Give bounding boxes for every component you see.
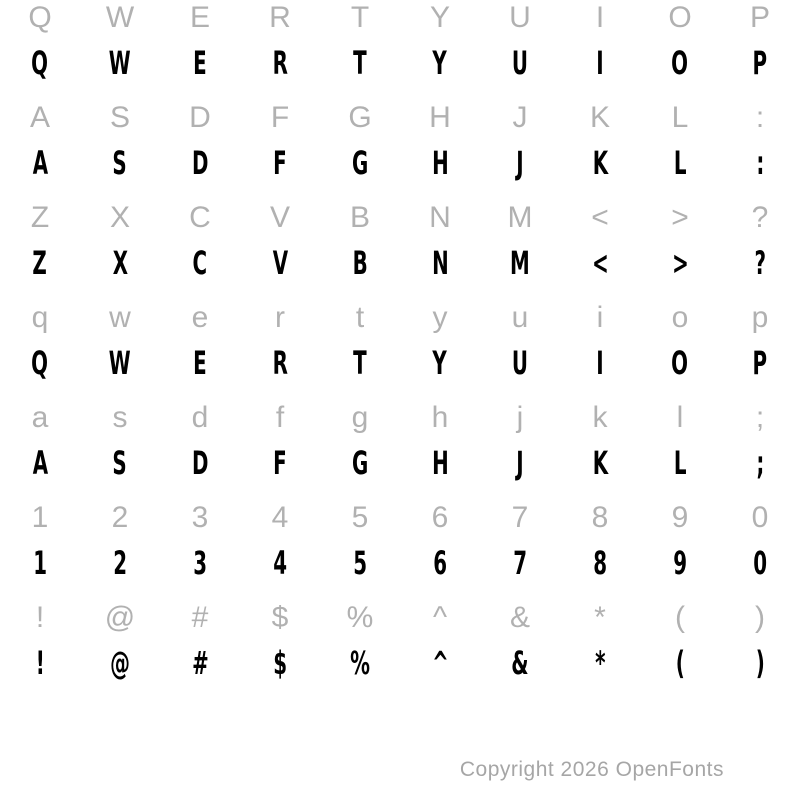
sample-glyph-char: S bbox=[112, 444, 128, 482]
sample-glyph bbox=[0, 644, 80, 700]
sample-glyph-char: R bbox=[272, 44, 288, 82]
sample-glyph-char: 1 bbox=[33, 544, 47, 582]
sample-glyph-char: I bbox=[596, 44, 604, 82]
sample-glyph bbox=[80, 544, 160, 600]
reference-glyph-char: W bbox=[105, 1, 135, 34]
sample-glyph-char: Y bbox=[432, 44, 448, 82]
sample-glyph bbox=[320, 444, 400, 500]
reference-glyph-char: h bbox=[431, 401, 449, 434]
sample-glyph-char: W bbox=[109, 344, 131, 382]
sample-glyph-char: I bbox=[596, 344, 604, 382]
reference-glyph-char: B bbox=[349, 201, 370, 234]
sample-glyph bbox=[640, 344, 720, 400]
reference-glyph bbox=[560, 500, 640, 544]
reference-glyph bbox=[240, 400, 320, 444]
reference-glyph bbox=[640, 300, 720, 344]
sample-glyph-char: T bbox=[353, 344, 367, 382]
sample-glyph bbox=[0, 44, 80, 100]
sample-glyph bbox=[400, 44, 480, 100]
reference-glyph-char: < bbox=[591, 201, 609, 234]
sample-glyph bbox=[320, 644, 400, 700]
sample-glyph-char: ( bbox=[675, 644, 685, 682]
sample-glyph bbox=[160, 644, 240, 700]
reference-glyph-char: y bbox=[432, 301, 448, 334]
reference-glyph bbox=[160, 300, 240, 344]
reference-glyph bbox=[560, 100, 640, 144]
sample-glyph bbox=[720, 144, 800, 200]
reference-glyph bbox=[640, 500, 720, 544]
reference-glyph-char: ) bbox=[755, 601, 765, 634]
sample-glyph bbox=[240, 444, 320, 500]
sample-glyph bbox=[160, 444, 240, 500]
reference-glyph-char: d bbox=[191, 401, 209, 434]
reference-glyph-char: 4 bbox=[271, 501, 289, 534]
reference-glyph-char: t bbox=[355, 301, 365, 334]
reference-glyph-char: i bbox=[596, 301, 604, 334]
reference-glyph bbox=[640, 200, 720, 244]
sample-glyph bbox=[560, 544, 640, 600]
sample-glyph-char: C bbox=[192, 244, 208, 282]
sample-glyph-char: : bbox=[756, 144, 764, 182]
sample-glyph bbox=[560, 244, 640, 300]
sample-glyph-row bbox=[0, 244, 800, 300]
reference-glyph bbox=[400, 100, 480, 144]
reference-glyph-char: ( bbox=[675, 601, 685, 634]
reference-glyph-char: j bbox=[516, 401, 524, 434]
reference-glyph bbox=[80, 400, 160, 444]
reference-glyph bbox=[0, 400, 80, 444]
reference-glyph-row bbox=[0, 0, 800, 44]
reference-glyph bbox=[400, 300, 480, 344]
reference-glyph bbox=[400, 500, 480, 544]
sample-glyph-char: B bbox=[352, 244, 368, 282]
sample-glyph-char: % bbox=[350, 644, 370, 682]
reference-glyph-char: w bbox=[109, 301, 131, 334]
reference-glyph bbox=[560, 400, 640, 444]
reference-glyph-char: U bbox=[509, 1, 531, 34]
sample-glyph bbox=[640, 44, 720, 100]
sample-glyph bbox=[160, 44, 240, 100]
reference-glyph-row bbox=[0, 500, 800, 544]
reference-glyph bbox=[320, 0, 400, 44]
reference-glyph-char: & bbox=[509, 601, 530, 634]
reference-glyph-char: Y bbox=[429, 1, 450, 34]
sample-glyph bbox=[400, 144, 480, 200]
sample-glyph-char: Z bbox=[32, 244, 48, 282]
reference-glyph bbox=[160, 500, 240, 544]
reference-glyph bbox=[80, 0, 160, 44]
reference-glyph-char: a bbox=[31, 401, 49, 434]
reference-glyph bbox=[0, 500, 80, 544]
reference-glyph bbox=[480, 600, 560, 644]
sample-glyph-char: N bbox=[431, 244, 449, 282]
sample-glyph bbox=[560, 444, 640, 500]
sample-glyph bbox=[400, 644, 480, 700]
sample-glyph-char: 6 bbox=[433, 544, 447, 582]
reference-glyph-char: G bbox=[348, 101, 372, 134]
reference-glyph bbox=[80, 600, 160, 644]
reference-glyph bbox=[640, 400, 720, 444]
sample-glyph bbox=[80, 44, 160, 100]
sample-glyph-char: P bbox=[752, 44, 768, 82]
reference-glyph bbox=[80, 200, 160, 244]
sample-glyph-char: ! bbox=[35, 644, 45, 682]
reference-glyph-char: 8 bbox=[591, 501, 609, 534]
reference-glyph bbox=[320, 400, 400, 444]
reference-glyph bbox=[560, 600, 640, 644]
sample-glyph-char: ; bbox=[756, 444, 764, 482]
sample-glyph-char: @ bbox=[110, 644, 130, 682]
reference-glyph bbox=[160, 200, 240, 244]
reference-glyph-char: * bbox=[594, 601, 606, 634]
sample-glyph-char: H bbox=[431, 144, 449, 182]
reference-glyph bbox=[240, 200, 320, 244]
sample-glyph bbox=[560, 644, 640, 700]
reference-glyph-char: p bbox=[751, 301, 769, 334]
sample-glyph bbox=[720, 44, 800, 100]
sample-glyph bbox=[480, 444, 560, 500]
sample-glyph bbox=[160, 144, 240, 200]
reference-glyph bbox=[240, 500, 320, 544]
sample-glyph-char: K bbox=[592, 444, 608, 482]
reference-glyph bbox=[240, 600, 320, 644]
sample-glyph-char: S bbox=[112, 144, 128, 182]
sample-glyph-char: ) bbox=[755, 644, 765, 682]
reference-glyph bbox=[80, 100, 160, 144]
reference-glyph bbox=[640, 100, 720, 144]
reference-glyph-char: 7 bbox=[511, 501, 529, 534]
sample-glyph-char: D bbox=[191, 444, 209, 482]
reference-glyph-char: E bbox=[189, 1, 210, 34]
reference-glyph-char: I bbox=[595, 1, 605, 34]
sample-glyph bbox=[400, 244, 480, 300]
sample-glyph bbox=[320, 544, 400, 600]
reference-glyph-char: F bbox=[270, 101, 290, 134]
reference-glyph bbox=[400, 400, 480, 444]
reference-glyph bbox=[480, 500, 560, 544]
reference-glyph-char: P bbox=[749, 1, 770, 34]
reference-glyph bbox=[160, 0, 240, 44]
reference-glyph bbox=[480, 0, 560, 44]
reference-glyph-char: e bbox=[191, 301, 209, 334]
reference-glyph bbox=[320, 500, 400, 544]
reference-glyph bbox=[240, 0, 320, 44]
sample-glyph bbox=[640, 544, 720, 600]
sample-glyph bbox=[560, 44, 640, 100]
reference-glyph bbox=[400, 200, 480, 244]
sample-glyph-char: J bbox=[516, 444, 524, 482]
sample-glyph-char: M bbox=[510, 244, 530, 282]
sample-glyph-char: 8 bbox=[593, 544, 607, 582]
reference-glyph-row bbox=[0, 300, 800, 344]
sample-glyph bbox=[320, 144, 400, 200]
sample-glyph bbox=[80, 344, 160, 400]
reference-glyph bbox=[240, 100, 320, 144]
sample-glyph-char: 0 bbox=[753, 544, 767, 582]
sample-glyph bbox=[720, 544, 800, 600]
reference-glyph bbox=[480, 200, 560, 244]
sample-glyph-row bbox=[0, 44, 800, 100]
sample-glyph-char: G bbox=[351, 444, 369, 482]
reference-glyph-char: L bbox=[671, 101, 689, 134]
reference-glyph-row bbox=[0, 100, 800, 144]
sample-glyph-char: ^ bbox=[431, 644, 449, 682]
sample-glyph bbox=[160, 544, 240, 600]
sample-glyph-char: ? bbox=[754, 244, 766, 282]
sample-glyph-char: J bbox=[516, 144, 524, 182]
reference-glyph-char: 9 bbox=[671, 501, 689, 534]
sample-glyph bbox=[720, 244, 800, 300]
sample-glyph-char: K bbox=[592, 144, 608, 182]
reference-glyph bbox=[160, 100, 240, 144]
sample-glyph-char: 3 bbox=[193, 544, 207, 582]
sample-glyph-char: W bbox=[109, 44, 131, 82]
sample-glyph bbox=[400, 544, 480, 600]
sample-glyph-char: A bbox=[32, 144, 48, 182]
sample-glyph-row bbox=[0, 644, 800, 700]
sample-glyph-char: O bbox=[671, 44, 689, 82]
reference-glyph bbox=[720, 500, 800, 544]
sample-glyph bbox=[240, 544, 320, 600]
reference-glyph-char: 2 bbox=[111, 501, 129, 534]
reference-glyph-char: o bbox=[671, 301, 689, 334]
reference-glyph-char: Z bbox=[30, 201, 50, 234]
sample-glyph bbox=[240, 244, 320, 300]
sample-glyph-char: D bbox=[191, 144, 209, 182]
reference-glyph-char: q bbox=[31, 301, 49, 334]
reference-glyph-char: K bbox=[589, 101, 610, 134]
sample-glyph bbox=[0, 544, 80, 600]
sample-glyph-char: Q bbox=[31, 344, 49, 382]
reference-glyph-char: g bbox=[351, 401, 369, 434]
reference-glyph bbox=[560, 200, 640, 244]
reference-glyph-row bbox=[0, 200, 800, 244]
reference-glyph-char: 1 bbox=[31, 501, 49, 534]
sample-glyph-char: F bbox=[273, 144, 287, 182]
reference-glyph-char: Q bbox=[28, 1, 52, 34]
sample-glyph bbox=[240, 644, 320, 700]
reference-glyph-char: X bbox=[109, 201, 130, 234]
reference-glyph-char: 0 bbox=[751, 501, 769, 534]
reference-glyph bbox=[720, 300, 800, 344]
reference-glyph bbox=[0, 200, 80, 244]
reference-glyph bbox=[640, 600, 720, 644]
reference-glyph-char: f bbox=[275, 401, 285, 434]
sample-glyph-char: < bbox=[591, 244, 609, 282]
sample-glyph bbox=[80, 444, 160, 500]
sample-glyph-char: O bbox=[671, 344, 689, 382]
reference-glyph bbox=[320, 600, 400, 644]
sample-glyph bbox=[640, 144, 720, 200]
reference-glyph bbox=[400, 0, 480, 44]
reference-glyph-char: ; bbox=[755, 401, 765, 434]
sample-glyph bbox=[240, 144, 320, 200]
reference-glyph bbox=[0, 100, 80, 144]
sample-glyph-char: P bbox=[752, 344, 768, 382]
sample-glyph-char: & bbox=[511, 644, 529, 682]
reference-glyph-char: T bbox=[350, 1, 370, 34]
reference-glyph bbox=[480, 400, 560, 444]
sample-glyph bbox=[480, 144, 560, 200]
sample-glyph bbox=[400, 444, 480, 500]
sample-glyph bbox=[320, 244, 400, 300]
sample-glyph-char: 2 bbox=[113, 544, 127, 582]
sample-glyph bbox=[320, 344, 400, 400]
reference-glyph-char: J bbox=[512, 101, 528, 134]
reference-glyph bbox=[160, 400, 240, 444]
reference-glyph-char: ^ bbox=[432, 601, 448, 634]
reference-glyph bbox=[720, 600, 800, 644]
reference-glyph-char: k bbox=[592, 401, 608, 434]
reference-glyph-char: D bbox=[189, 101, 211, 134]
reference-glyph bbox=[80, 500, 160, 544]
sample-glyph-char: 7 bbox=[513, 544, 527, 582]
sample-glyph-char: 9 bbox=[673, 544, 687, 582]
reference-glyph bbox=[720, 100, 800, 144]
reference-glyph bbox=[400, 600, 480, 644]
sample-glyph-char: A bbox=[32, 444, 48, 482]
reference-glyph-char: 6 bbox=[431, 501, 449, 534]
sample-glyph bbox=[480, 644, 560, 700]
reference-glyph-char: ! bbox=[35, 601, 45, 634]
reference-glyph bbox=[720, 200, 800, 244]
reference-glyph bbox=[0, 600, 80, 644]
sample-glyph bbox=[160, 344, 240, 400]
reference-glyph bbox=[720, 400, 800, 444]
reference-glyph-char: A bbox=[29, 101, 50, 134]
reference-glyph-row bbox=[0, 400, 800, 444]
sample-glyph-row bbox=[0, 544, 800, 600]
reference-glyph-char: : bbox=[755, 101, 765, 134]
reference-glyph-char: 5 bbox=[351, 501, 369, 534]
sample-glyph-row bbox=[0, 144, 800, 200]
reference-glyph-char: l bbox=[676, 401, 684, 434]
sample-glyph bbox=[480, 244, 560, 300]
sample-glyph-char: L bbox=[673, 444, 687, 482]
sample-glyph bbox=[240, 44, 320, 100]
sample-glyph-char: Q bbox=[31, 44, 49, 82]
sample-glyph-char: U bbox=[511, 344, 529, 382]
sample-glyph bbox=[0, 444, 80, 500]
sample-glyph-char: H bbox=[431, 444, 449, 482]
reference-glyph-char: V bbox=[269, 201, 290, 234]
sample-glyph-char: F bbox=[273, 444, 287, 482]
sample-glyph bbox=[560, 344, 640, 400]
sample-glyph-char: E bbox=[193, 344, 207, 382]
reference-glyph bbox=[160, 600, 240, 644]
reference-glyph-char: M bbox=[507, 201, 533, 234]
reference-glyph-char: u bbox=[511, 301, 529, 334]
reference-glyph-char: s bbox=[112, 401, 128, 434]
sample-glyph bbox=[80, 244, 160, 300]
sample-glyph-char: L bbox=[673, 144, 687, 182]
reference-glyph bbox=[240, 300, 320, 344]
sample-glyph bbox=[640, 444, 720, 500]
reference-glyph-char: O bbox=[668, 1, 692, 34]
reference-glyph-row bbox=[0, 600, 800, 644]
sample-glyph bbox=[480, 344, 560, 400]
sample-glyph-char: $ bbox=[273, 644, 287, 682]
sample-glyph bbox=[0, 244, 80, 300]
sample-glyph-char: E bbox=[193, 44, 207, 82]
sample-glyph bbox=[560, 144, 640, 200]
reference-glyph bbox=[0, 300, 80, 344]
reference-glyph bbox=[640, 0, 720, 44]
reference-glyph bbox=[560, 0, 640, 44]
sample-glyph bbox=[80, 144, 160, 200]
reference-glyph bbox=[720, 0, 800, 44]
reference-glyph bbox=[480, 300, 560, 344]
sample-glyph bbox=[0, 144, 80, 200]
reference-glyph-char: H bbox=[429, 101, 451, 134]
reference-glyph-char: 3 bbox=[191, 501, 209, 534]
reference-glyph-char: ? bbox=[751, 201, 769, 234]
copyright-text: Copyright 2026 OpenFonts bbox=[459, 758, 724, 781]
sample-glyph bbox=[720, 444, 800, 500]
sample-glyph-row bbox=[0, 444, 800, 500]
reference-glyph-char: N bbox=[429, 201, 451, 234]
sample-glyph bbox=[640, 244, 720, 300]
sample-glyph bbox=[720, 644, 800, 700]
reference-glyph bbox=[560, 300, 640, 344]
sample-glyph bbox=[480, 544, 560, 600]
sample-glyph-row bbox=[0, 344, 800, 400]
sample-glyph-char: G bbox=[351, 144, 369, 182]
reference-glyph bbox=[320, 300, 400, 344]
reference-glyph bbox=[480, 100, 560, 144]
sample-glyph bbox=[160, 244, 240, 300]
reference-glyph bbox=[320, 100, 400, 144]
reference-glyph-char: # bbox=[191, 601, 209, 634]
reference-glyph bbox=[320, 200, 400, 244]
reference-glyph-char: @ bbox=[104, 601, 136, 634]
sample-glyph bbox=[720, 344, 800, 400]
sample-glyph bbox=[480, 44, 560, 100]
reference-glyph bbox=[0, 0, 80, 44]
reference-glyph-char: $ bbox=[271, 601, 289, 634]
sample-glyph-char: X bbox=[112, 244, 128, 282]
reference-glyph-char: > bbox=[671, 201, 689, 234]
sample-glyph bbox=[400, 344, 480, 400]
sample-glyph-char: Y bbox=[432, 344, 448, 382]
sample-glyph bbox=[240, 344, 320, 400]
reference-glyph-char: C bbox=[189, 201, 211, 234]
reference-glyph-char: % bbox=[346, 601, 374, 634]
sample-glyph-char: 5 bbox=[353, 544, 367, 582]
sample-glyph-char: R bbox=[272, 344, 288, 382]
sample-glyph-char: V bbox=[272, 244, 288, 282]
sample-glyph-char: > bbox=[671, 244, 689, 282]
sample-glyph bbox=[640, 644, 720, 700]
sample-glyph-char: # bbox=[191, 644, 209, 682]
sample-glyph bbox=[0, 344, 80, 400]
sample-glyph bbox=[80, 644, 160, 700]
reference-glyph-char: r bbox=[275, 301, 285, 334]
sample-glyph-char: 4 bbox=[273, 544, 287, 582]
sample-glyph-char: T bbox=[353, 44, 367, 82]
reference-glyph-char: S bbox=[109, 101, 130, 134]
sample-glyph-char: * bbox=[594, 644, 606, 682]
reference-glyph bbox=[80, 300, 160, 344]
reference-glyph-char: R bbox=[269, 1, 291, 34]
sample-glyph bbox=[320, 44, 400, 100]
sample-glyph-char: U bbox=[511, 44, 529, 82]
